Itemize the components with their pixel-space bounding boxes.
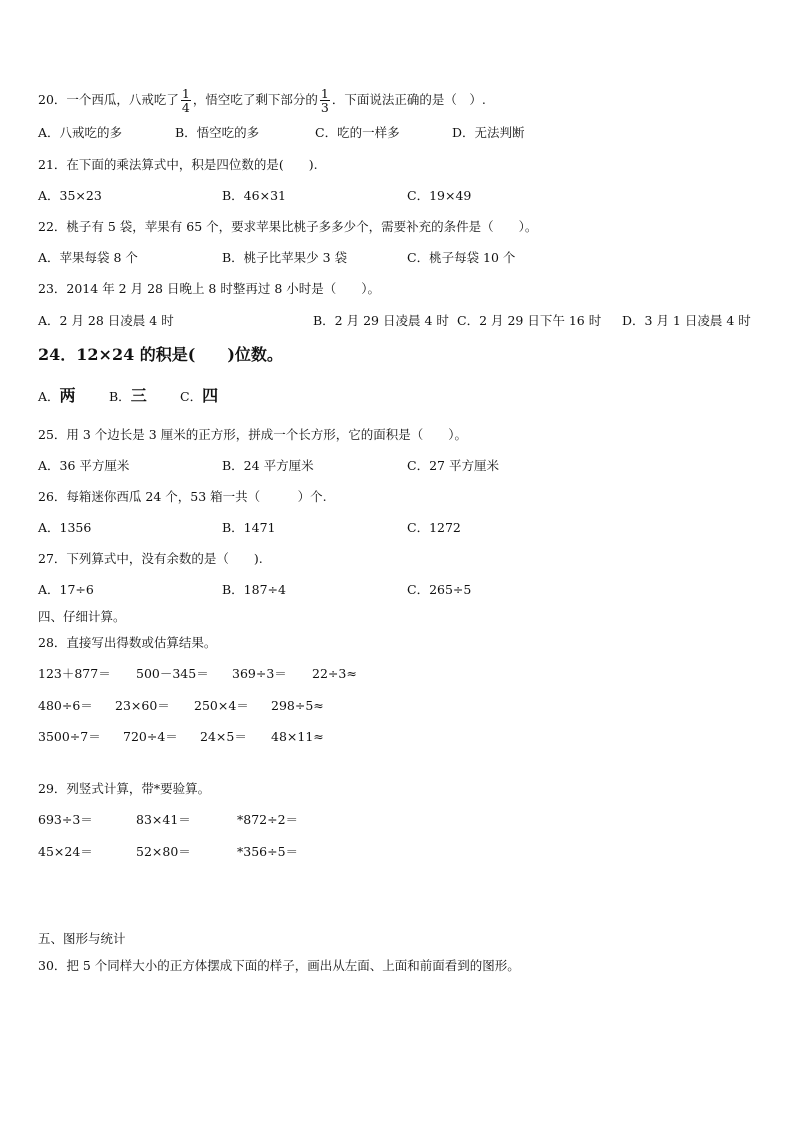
question-27: 27．下列算式中，没有余数的是（ ). bbox=[38, 551, 263, 566]
q27-option-b[interactable]: B．187÷4 bbox=[222, 582, 286, 597]
q29-expr: *872÷2＝ bbox=[237, 812, 299, 827]
question-28: 28．直接写出得数或估算结果。 bbox=[38, 635, 217, 650]
q24-option-c[interactable]: C．四 bbox=[180, 386, 219, 405]
q26-option-b[interactable]: B．1471 bbox=[222, 520, 276, 535]
q23-option-c[interactable]: C．2 月 29 日下午 16 时 bbox=[457, 313, 602, 328]
q29-expr: *356÷5＝ bbox=[237, 844, 299, 859]
q29-expr: 693÷3＝ bbox=[38, 812, 93, 827]
q28-expr: 123＋877＝ bbox=[38, 666, 111, 681]
q28-expr: 22÷3≈ bbox=[312, 666, 357, 681]
q20-option-c[interactable]: C．吃的一样多 bbox=[315, 125, 400, 140]
q20-option-d[interactable]: D．无法判断 bbox=[452, 125, 525, 140]
question-30: 30．把 5 个同样大小的正方体摆成下面的样子，画出从左面、上面和前面看到的图形。 bbox=[38, 958, 520, 973]
q25-option-b[interactable]: B．24 平方厘米 bbox=[222, 458, 314, 473]
q20-prefix: 20．一个西瓜，八戒吃了 bbox=[38, 92, 179, 107]
question-22: 22．桃子有 5 袋，苹果有 65 个，要求苹果比桃子多多少个，需要补充的条件是（ ）。 bbox=[38, 219, 538, 234]
q21-option-c[interactable]: C．19×49 bbox=[407, 188, 472, 203]
q22-option-b[interactable]: B．桃子比苹果少 3 袋 bbox=[222, 250, 348, 265]
q20-fraction-1: $\frac{1}{4}$ bbox=[181, 86, 190, 115]
q27-option-a[interactable]: A．17÷6 bbox=[38, 582, 94, 597]
section-5-heading: 五、图形与统计 bbox=[38, 931, 126, 946]
q29-expr: 83×41＝ bbox=[136, 812, 191, 827]
q28-expr: 48×11≈ bbox=[271, 729, 324, 744]
q21-option-b[interactable]: B．46×31 bbox=[222, 188, 286, 203]
question-21: 21．在下面的乘法算式中，积是四位数的是( ). bbox=[38, 157, 318, 172]
q27-option-c[interactable]: C．265÷5 bbox=[407, 582, 472, 597]
q25-option-c[interactable]: C．27 平方厘米 bbox=[407, 458, 499, 473]
q22-option-c[interactable]: C．桃子每袋 10 个 bbox=[407, 250, 516, 265]
q23-option-b[interactable]: B．2 月 29 日凌晨 4 时 bbox=[313, 313, 449, 328]
q20-option-b[interactable]: B．悟空吃的多 bbox=[175, 125, 260, 140]
q28-expr: 480÷6＝ bbox=[38, 698, 93, 713]
q24-option-a[interactable]: A．两 bbox=[38, 386, 76, 405]
q20-mid: ，悟空吃了剩下部分的 bbox=[192, 92, 318, 107]
q28-expr: 23×60＝ bbox=[115, 698, 170, 713]
q24-option-b[interactable]: B．三 bbox=[109, 386, 147, 405]
question-29: 29．列竖式计算，带*要验算。 bbox=[38, 781, 211, 796]
q28-expr: 3500÷7＝ bbox=[38, 729, 101, 744]
q28-expr: 24×5＝ bbox=[200, 729, 247, 744]
q20-fraction-2: $\frac{1}{3}$ bbox=[320, 86, 329, 115]
question-20 bbox=[38, 87, 486, 114]
q28-expr: 298÷5≈ bbox=[271, 698, 324, 713]
question-25: 25．用 3 个边长是 3 厘米的正方形，拼成一个长方形，它的面积是（ ）。 bbox=[38, 427, 467, 442]
q26-option-a[interactable]: A．1356 bbox=[38, 520, 92, 535]
q25-option-a[interactable]: A．36 平方厘米 bbox=[38, 458, 130, 473]
q21-option-a[interactable]: A．35×23 bbox=[38, 188, 102, 203]
q28-expr: 720÷4＝ bbox=[123, 729, 178, 744]
q20-option-a[interactable]: A．八戒吃的多 bbox=[38, 125, 123, 140]
q23-option-a[interactable]: A．2 月 28 日凌晨 4 时 bbox=[38, 313, 174, 328]
q26-option-c[interactable]: C．1272 bbox=[407, 520, 461, 535]
q23-option-d[interactable]: D．3 月 1 日凌晨 4 时 bbox=[622, 313, 751, 328]
q28-expr: 369÷3＝ bbox=[232, 666, 287, 681]
question-26: 26．每箱迷你西瓜 24 个，53 箱一共（ ）个. bbox=[38, 489, 327, 504]
q22-option-a[interactable]: A．苹果每袋 8 个 bbox=[38, 250, 138, 265]
q28-expr: 250×4＝ bbox=[194, 698, 249, 713]
q28-expr: 500－345＝ bbox=[136, 666, 209, 681]
section-4-heading: 四、仔细计算。 bbox=[38, 609, 126, 624]
question-23: 23．2014 年 2 月 28 日晚上 8 时整再过 8 小时是（ ）。 bbox=[38, 281, 380, 296]
question-24: 24．12×24 的积是( )位数。 bbox=[38, 345, 283, 364]
q29-expr: 52×80＝ bbox=[136, 844, 191, 859]
q20-suffix: ．下面说法正确的是（ ）. bbox=[331, 92, 486, 107]
q29-expr: 45×24＝ bbox=[38, 844, 93, 859]
